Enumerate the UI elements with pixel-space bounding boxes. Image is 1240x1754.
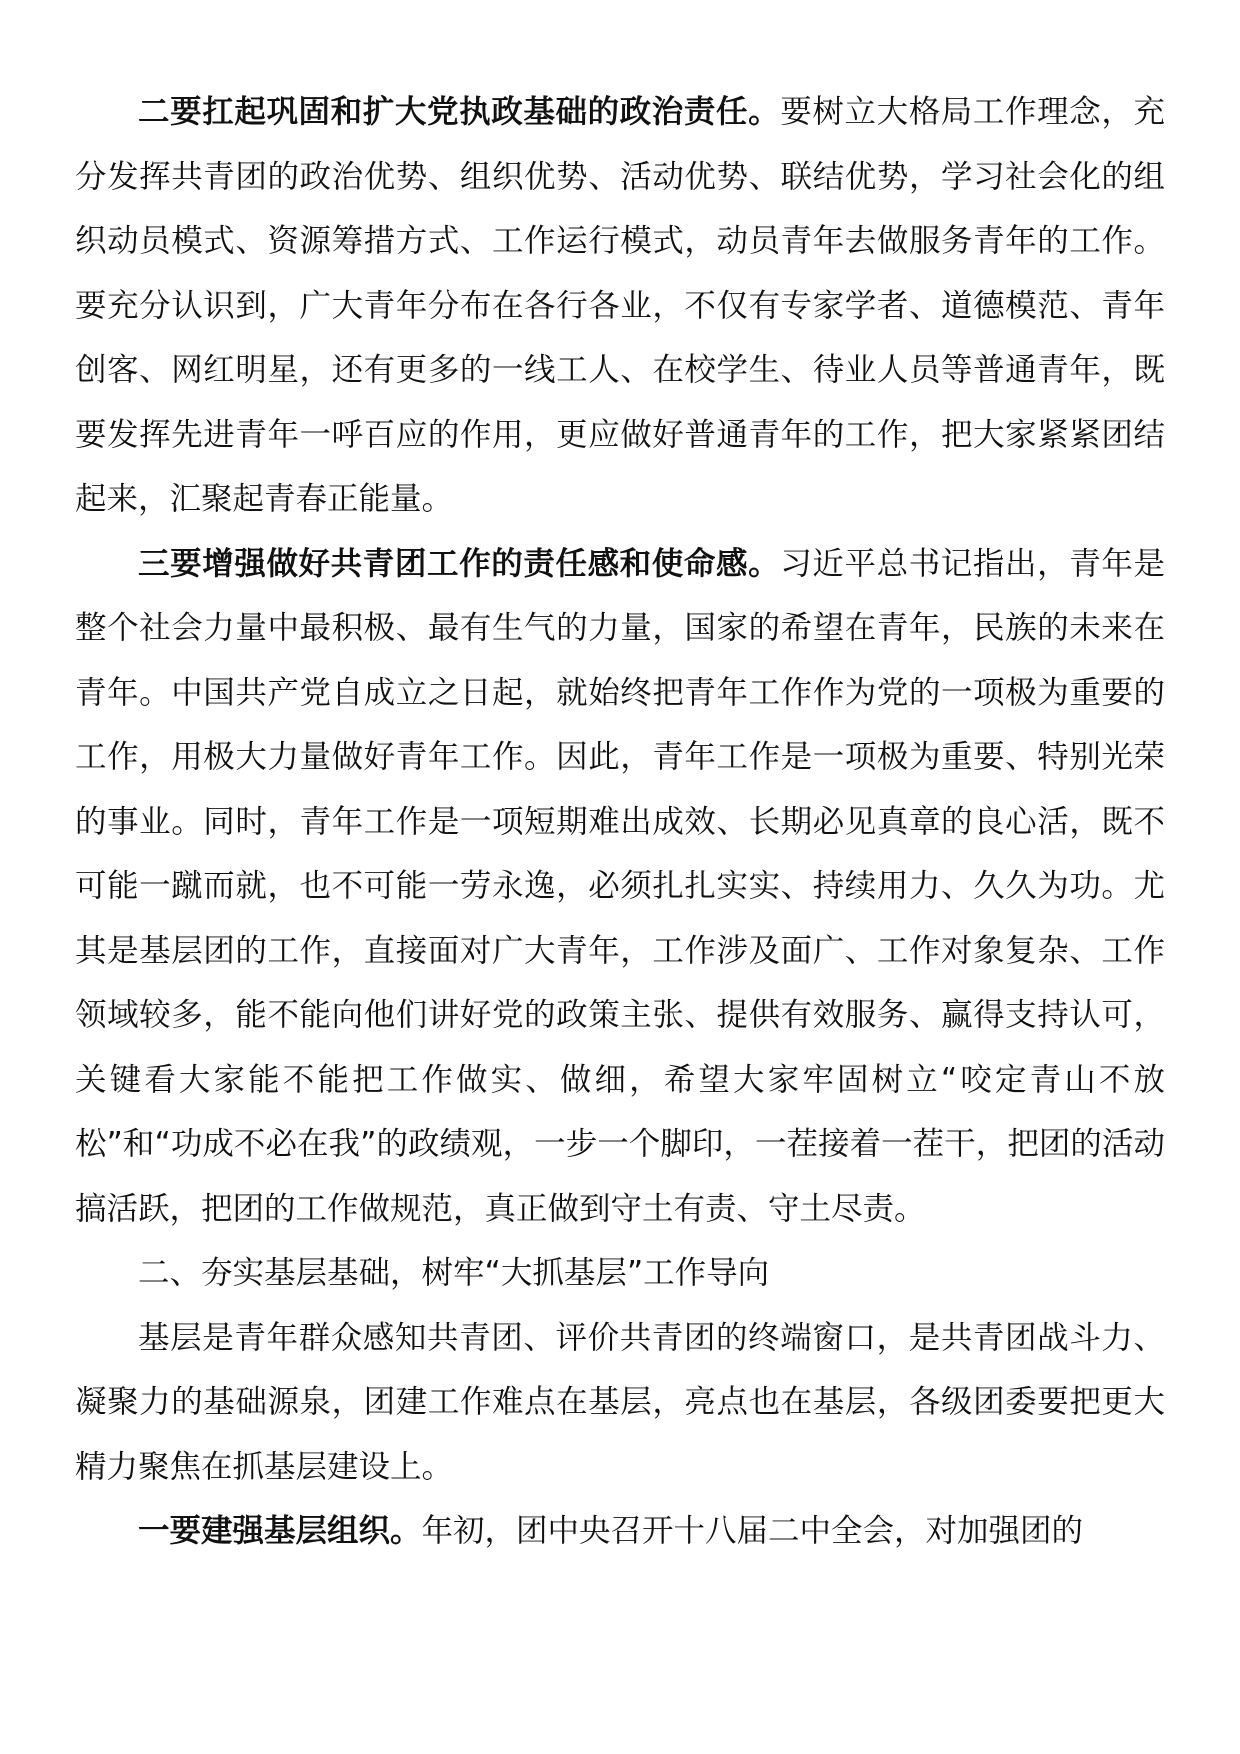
paragraph-text: 习近平总书记指出，青年是整个社会力量中最积极、最有生气的力量，国家的希望在青年，民族的未来在青年。中国共产党自成立之日起，就始终把青年工作作为党的一项极为重要的工作，用极大力量做好青年工作。因此，青年工作是一项极为重要、特别光荣的事业。同时，青年工作是一项短期难出成效、长期必见真章的良心活，既不可能一蹴而就，也不可能一劳永逸，必须扎扎实实、持续用力、久久为功。尤其是基层团的工作，直接面对广大青年，工作涉及面广、工作对象复杂、工作领域较多，能不能向他们讲好党的政策主张、提供有效服务、赢得支持认可，关键看大家能不能把工作做实、做细，希望大家牢固树立“咬定青山不放松”和“功成不必在我”的政绩观，一步一个脚印，一茬接着一茬干，把团的活动搞活跃，把团的工作做规范，真正做到守土有责、守土尽责。 — [75, 545, 1165, 1227]
section-heading: 二、夯实基层基础，树牢“大抓基层”工作导向 — [138, 1255, 770, 1291]
paragraph-political-responsibility — [75, 80, 1165, 532]
paragraph-build-grassroots — [75, 1499, 1165, 1564]
document-body — [75, 80, 1165, 1564]
paragraph-text: 年初，团中央召开十八届二中全会，对加强团的 — [421, 1513, 1084, 1549]
paragraph-text: 基层是青年群众感知共青团、评价共青团的终端窗口，是共青团战斗力、凝聚力的基础源泉，团建工作难点在基层，亮点也在基层，各级团委要把更大精力聚焦在抓基层建设上。 — [75, 1319, 1165, 1485]
paragraph-lead-heading: 三要增强做好共青团工作的责任感和使命感。 — [138, 545, 781, 582]
paragraph-text: 要树立大格局工作理念，充分发挥共青团的政治优势、组织优势、活动优势、联结优势，学习社会化的组织动员模式、资源筹措方式、工作运行模式，动员青年去做服务青年的工作。要充分认识到，广大青年分布在各行各业，不仅有专家学者、道德模范、青年创客、网红明星，还有更多的一线工人、在校学生、待业人员等普通青年，既要发挥先进青年一呼百应的作用，更应做好普通青年的工作，把大家紧紧团结起来，汇聚起青春正能量。 — [75, 94, 1165, 517]
paragraph-grassroots-intro — [75, 1306, 1165, 1500]
paragraph-lead-heading: 一要建强基层组织。 — [138, 1513, 422, 1549]
paragraph-sense-of-mission — [75, 532, 1165, 1242]
paragraph-lead-heading: 二要扛起巩固和扩大党执政基础的政治责任。 — [138, 94, 781, 130]
